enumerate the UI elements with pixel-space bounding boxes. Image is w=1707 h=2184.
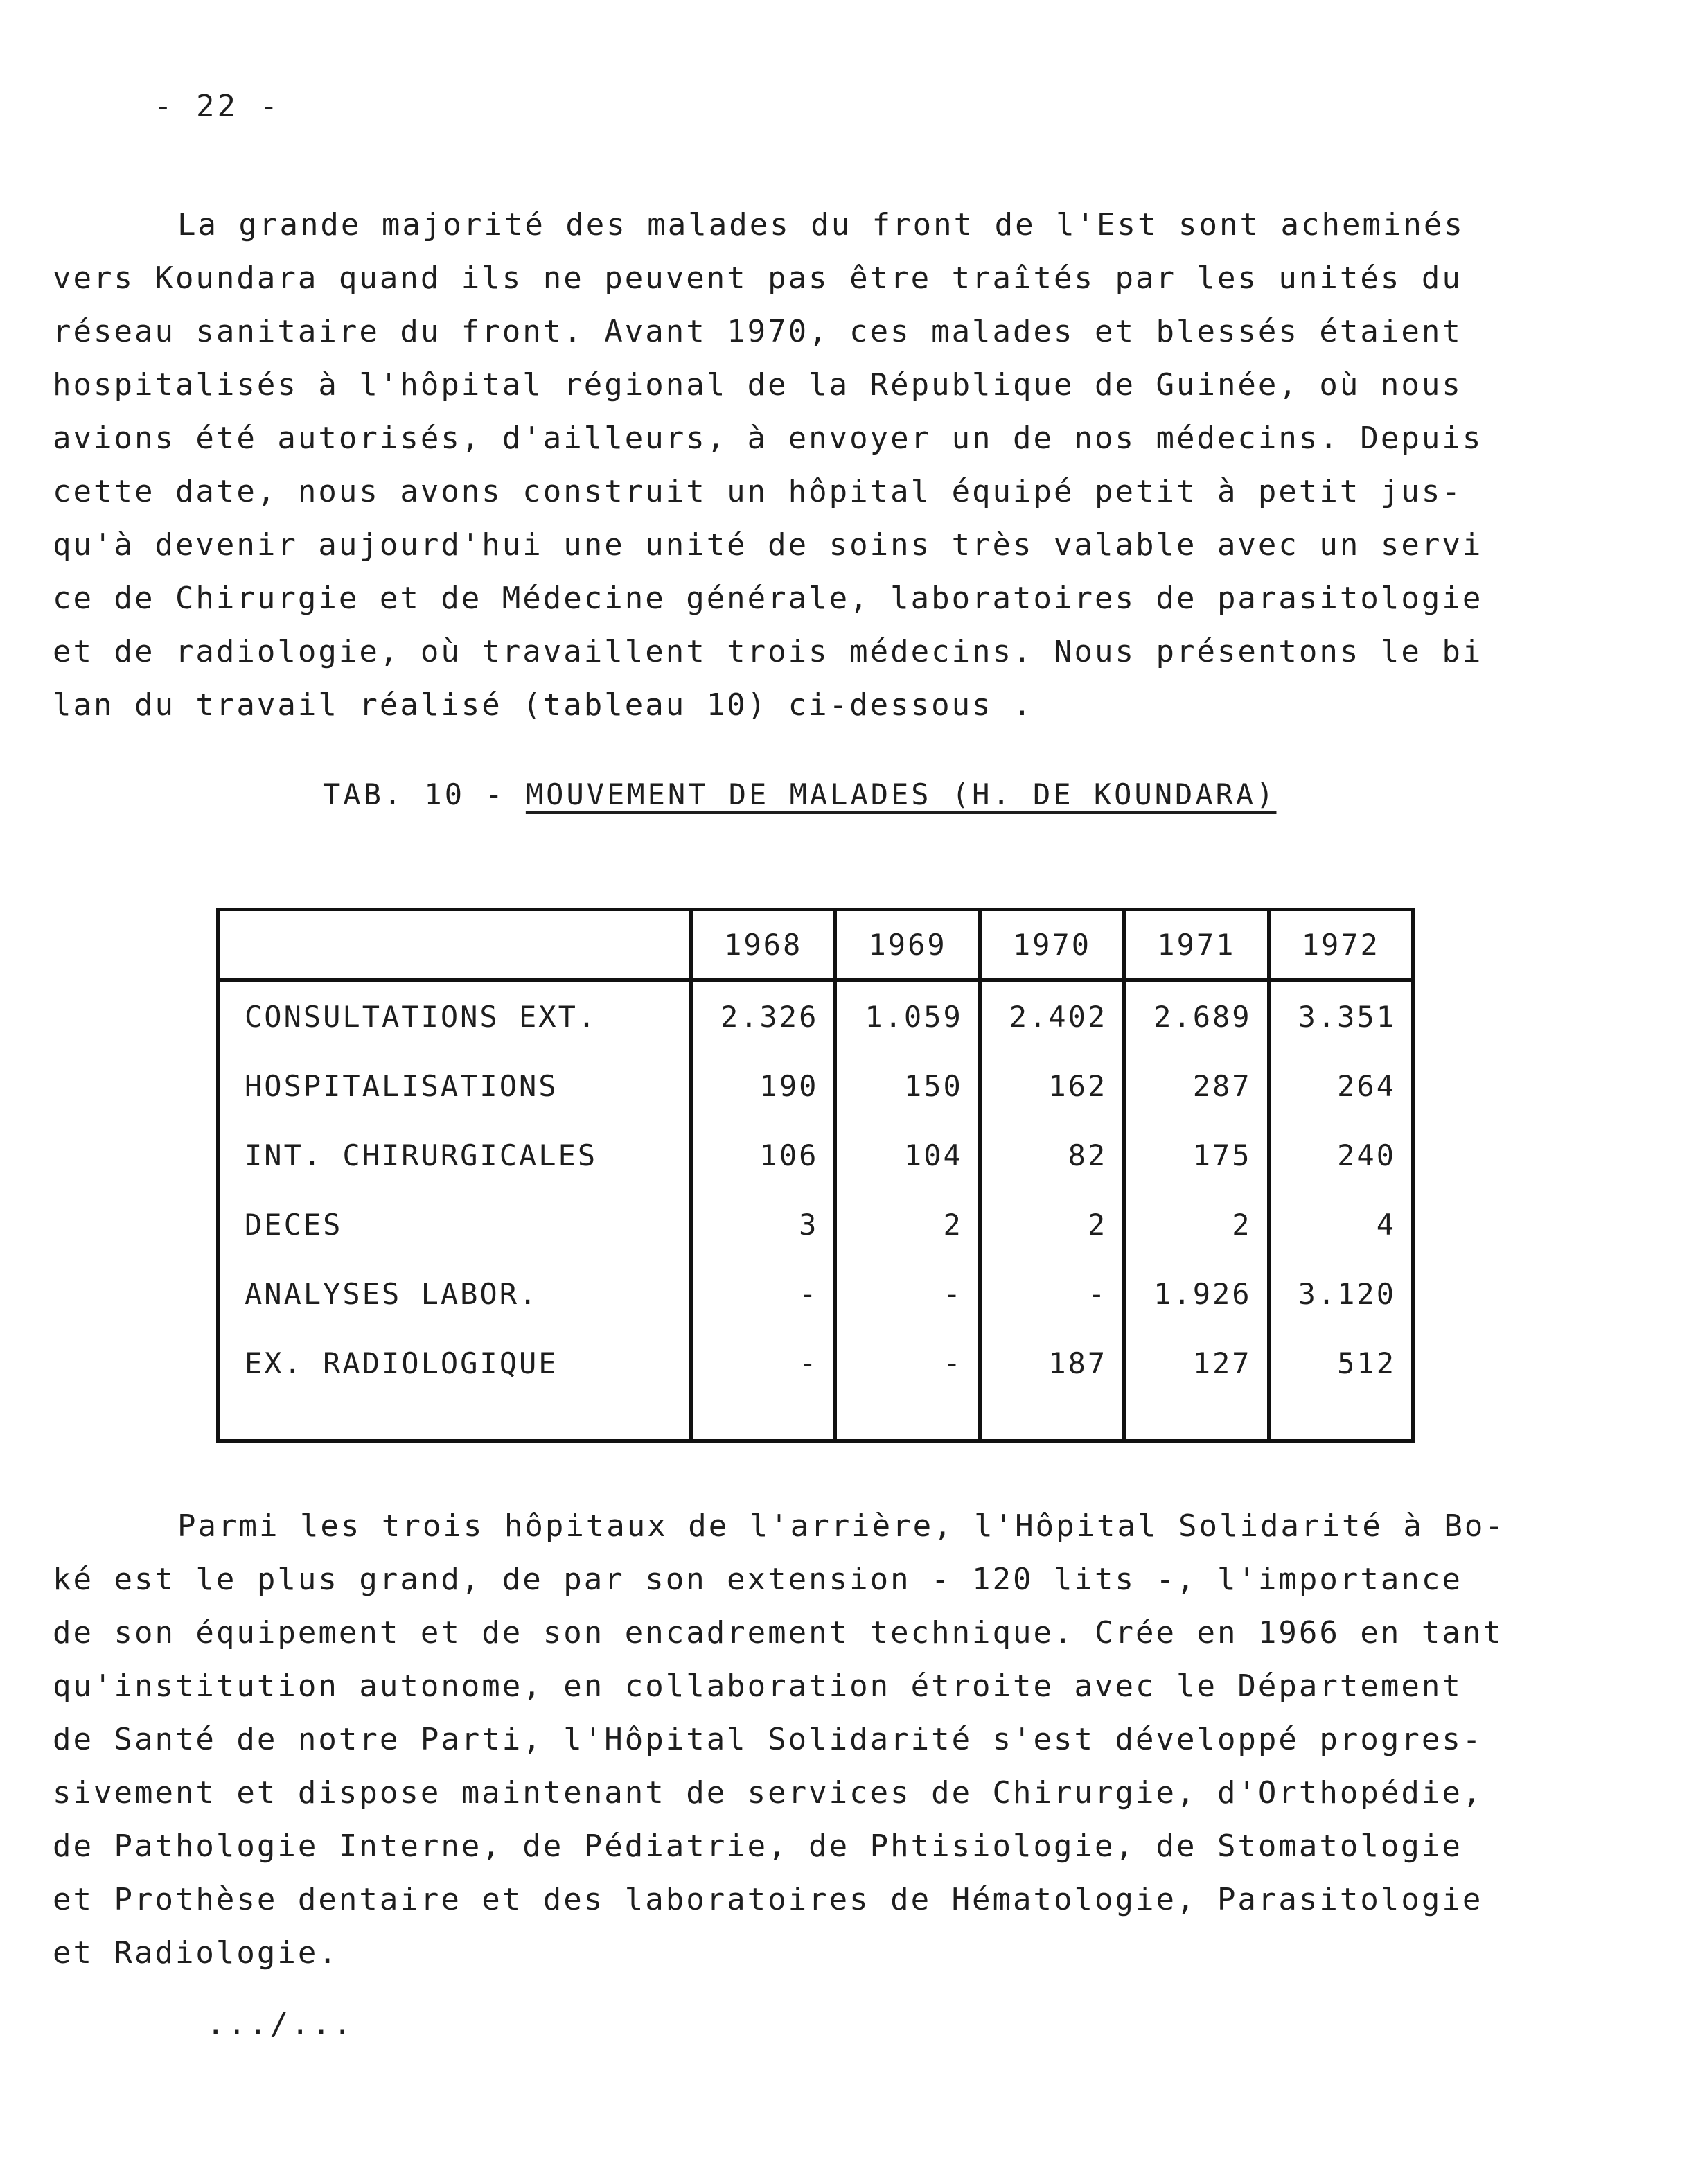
- caption-title: MOUVEMENT DE MALADES (H. DE KOUNDARA): [525, 777, 1277, 811]
- table-header-row: [218, 910, 1413, 980]
- paragraph-koundara: [53, 198, 1542, 732]
- table-cell: 106: [691, 1120, 835, 1190]
- table-cell: 264: [1268, 1051, 1413, 1120]
- text-line: La grande majorité des malades du front de l'Est sont acheminés: [177, 207, 1465, 243]
- table-cell: 187: [980, 1328, 1124, 1398]
- text-line: et Radiologie.: [53, 1935, 339, 1971]
- table-cell: 512: [1268, 1328, 1413, 1398]
- table-cell: 82: [980, 1120, 1124, 1190]
- row-label: EX. RADIOLOGIQUE: [245, 1346, 558, 1380]
- spacer-cell: [691, 1398, 835, 1441]
- table-cell: -: [691, 1328, 835, 1398]
- spacer-cell: [980, 1398, 1124, 1441]
- table-cell: 2: [835, 1190, 980, 1259]
- text-line: ce de Chirurgie et de Médecine générale, laboratoires de parasitologie: [53, 581, 1483, 616]
- table-cell: 150: [835, 1051, 980, 1120]
- table-cell: -: [835, 1259, 980, 1328]
- table-cell: 190: [691, 1051, 835, 1120]
- table-cell: 2.402: [980, 980, 1124, 1051]
- text-line: qu'à devenir aujourd'hui une unité de soins très valable avec un servi: [53, 527, 1483, 563]
- text-line: sivement et dispose maintenant de services de Chirurgie, d'Orthopédie,: [53, 1775, 1483, 1811]
- table-cell: 4: [1268, 1190, 1413, 1259]
- spacer-cell: [218, 1398, 691, 1441]
- patient-movement-table: [216, 908, 1415, 1443]
- text-line: réseau sanitaire du front. Avant 1970, ces malades et blessés étaient: [53, 314, 1462, 349]
- table-cell: 2: [980, 1190, 1124, 1259]
- text-line: de son équipement et de son encadrement technique. Crée en 1966 en tant: [53, 1615, 1503, 1650]
- spacer-cell: [1268, 1398, 1413, 1441]
- text-line: vers Koundara quand ils ne peuvent pas être traîtés par les unités du: [53, 261, 1462, 296]
- continuation-mark: .../...: [206, 2007, 355, 2042]
- text-line: et Prothèse dentaire et des laboratoires de Hématologie, Parasitologie: [53, 1882, 1483, 1917]
- table-cell: 2.326: [691, 980, 835, 1051]
- page-number: - 22 -: [154, 89, 281, 124]
- table-caption: [323, 777, 1276, 811]
- table-cell: 104: [835, 1120, 980, 1190]
- year-header: 1971: [1124, 910, 1268, 980]
- text-line: de Pathologie Interne, de Pédiatrie, de Phtisiologie, de Stomatologie: [53, 1829, 1462, 1864]
- text-line: avions été autorisés, d'ailleurs, à envoyer un de nos médecins. Depuis: [53, 421, 1483, 456]
- text-line: cette date, nous avons construit un hôpital équipé petit à petit jus-: [53, 474, 1462, 509]
- table-cell: 175: [1124, 1120, 1268, 1190]
- table-cell: 1.926: [1124, 1259, 1268, 1328]
- table-cell: 240: [1268, 1120, 1413, 1190]
- header-empty-cell: [218, 910, 691, 980]
- table-row: [218, 1190, 1413, 1259]
- table-cell: 3.120: [1268, 1259, 1413, 1328]
- row-label: DECES: [245, 1207, 343, 1242]
- spacer-cell: [1124, 1398, 1268, 1441]
- row-label: HOSPITALISATIONS: [245, 1068, 558, 1103]
- year-header: 1972: [1268, 910, 1413, 980]
- table-cell: 2: [1124, 1190, 1268, 1259]
- text-line: ké est le plus grand, de par son extension - 120 lits -, l'importance: [53, 1562, 1462, 1597]
- year-header: 1969: [835, 910, 980, 980]
- row-label: INT. CHIRURGICALES: [245, 1138, 598, 1172]
- table-cell: -: [835, 1328, 980, 1398]
- table-cell: 3.351: [1268, 980, 1413, 1051]
- table-cell: -: [691, 1259, 835, 1328]
- row-label: CONSULTATIONS EXT.: [245, 999, 598, 1034]
- year-header: 1968: [691, 910, 835, 980]
- table-cell: 287: [1124, 1051, 1268, 1120]
- table-bottom-spacer: [218, 1398, 1413, 1441]
- table-row: [218, 980, 1413, 1051]
- text-line: hospitalisés à l'hôpital régional de la République de Guinée, où nous: [53, 367, 1462, 403]
- table-row: [218, 1328, 1413, 1398]
- table-row: [218, 1120, 1413, 1190]
- paragraph-hopital-solidarite: [53, 1499, 1542, 1980]
- text-line: et de radiologie, où travaillent trois médecins. Nous présentons le bi: [53, 634, 1483, 669]
- table-cell: 162: [980, 1051, 1124, 1120]
- text-line: de Santé de notre Parti, l'Hôpital Solidarité s'est développé progres-: [53, 1722, 1483, 1757]
- text-line: qu'institution autonome, en collaboration étroite avec le Département: [53, 1668, 1462, 1704]
- row-label: ANALYSES LABOR.: [245, 1276, 539, 1311]
- spacer-cell: [835, 1398, 980, 1441]
- year-header: 1970: [980, 910, 1124, 980]
- table-cell: 3: [691, 1190, 835, 1259]
- table-row: [218, 1051, 1413, 1120]
- table-row: [218, 1259, 1413, 1328]
- table-cell: 1.059: [835, 980, 980, 1051]
- table-cell: 127: [1124, 1328, 1268, 1398]
- text-line: lan du travail réalisé (tableau 10) ci-dessous .: [53, 687, 1034, 723]
- table-cell: -: [980, 1259, 1124, 1328]
- table-cell: 2.689: [1124, 980, 1268, 1051]
- caption-prefix: TAB. 10 -: [323, 777, 506, 811]
- text-line: Parmi les trois hôpitaux de l'arrière, l'Hôpital Solidarité à Bo-: [177, 1508, 1505, 1544]
